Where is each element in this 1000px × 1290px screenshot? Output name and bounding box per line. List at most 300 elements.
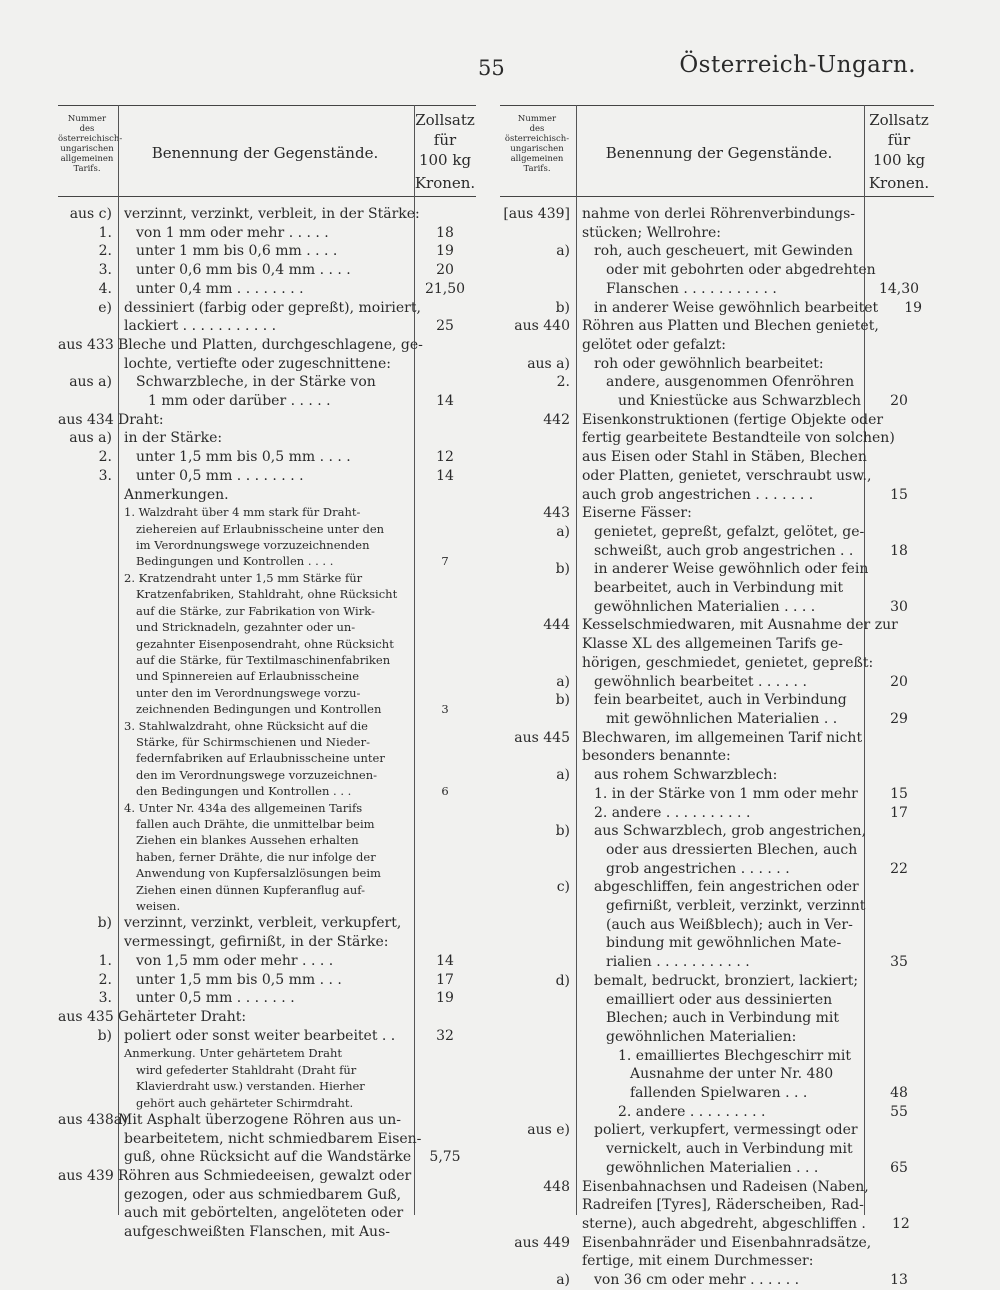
table-row xyxy=(58,816,476,832)
item-description: Draht: xyxy=(118,411,164,428)
item-description: andere, ausgenommen Ofenröhren xyxy=(606,374,855,391)
table-row xyxy=(500,1159,934,1178)
table-row xyxy=(58,914,476,933)
running-head: Österreich-Ungarn. xyxy=(679,52,916,78)
item-description: haben, ferner Drähte, die nur infolge der xyxy=(136,849,376,864)
table-row xyxy=(58,1062,476,1078)
item-description: auch mit gebörtelten, angelöteten oder xyxy=(124,1205,404,1222)
table-row xyxy=(58,865,476,881)
table-row xyxy=(58,1204,476,1223)
duty-rate: 14,30 xyxy=(878,280,920,297)
tariff-number: 2. xyxy=(98,243,112,260)
duty-rate: 29 xyxy=(890,710,908,727)
table-row xyxy=(500,392,934,411)
item-description: aus Eisen oder Stahl in Stäben, Blechen xyxy=(582,449,867,466)
item-description: auf die Stärke, für Textilmaschinenfabriken xyxy=(136,652,391,667)
tariff-number: aus e) xyxy=(527,1122,570,1139)
duty-rate: 20 xyxy=(436,262,454,279)
header-number-line: Tarifs. xyxy=(73,164,101,174)
duty-rate: 19 xyxy=(436,990,454,1007)
table-row xyxy=(500,766,934,785)
item-description: Bleche und Platten, durchgeschlagene, ge- xyxy=(118,336,423,353)
table-row xyxy=(500,785,934,804)
item-description: auch grob angestrichen . . . . . . . xyxy=(582,486,814,503)
item-description: genietet, gepreßt, gefalzt, gelötet, ge- xyxy=(594,523,865,540)
duty-rate: 17 xyxy=(436,971,454,988)
table-row xyxy=(58,373,476,392)
item-description: gewöhnlichen Materialien: xyxy=(606,1028,797,1045)
header-rate-line: Zollsatz xyxy=(869,111,929,129)
item-description: gelötet oder gefalzt: xyxy=(582,336,726,353)
duty-rate: 19 xyxy=(436,243,454,260)
item-description: Schwarzbleche, in der Stärke von xyxy=(136,374,376,391)
table-row xyxy=(500,598,934,617)
item-description: unter den im Verordnungswege vorzu- xyxy=(136,685,361,700)
header-number-line: österreichisch- xyxy=(58,134,123,144)
header-currency: Kronen. xyxy=(414,174,476,192)
item-description: Klavierdraht usw.) verstanden. Hierher xyxy=(136,1079,365,1094)
item-description: Ausnahme der unter Nr. 480 xyxy=(630,1066,834,1083)
table-row xyxy=(500,934,934,953)
item-description: unter 0,4 mm . . . . . . . . xyxy=(136,280,304,297)
item-description: oder Platten, genietet, verschraubt usw., xyxy=(582,467,872,484)
item-description: gezogen, oder aus schmiedbarem Guß, xyxy=(124,1186,402,1203)
table-row xyxy=(58,971,476,990)
item-description: wird gefederter Stahldraht (Draht für xyxy=(136,1062,357,1077)
item-description: von 1 mm oder mehr . . . . . xyxy=(136,224,329,241)
tariff-number: [aus 439] xyxy=(503,206,570,222)
duty-rate: 32 xyxy=(436,1027,454,1044)
header-number-column xyxy=(500,114,574,174)
table-row xyxy=(500,1047,934,1066)
item-description: Eisenbahnräder und Eisenbahnradsätze, xyxy=(582,1234,872,1251)
duty-rate: 30 xyxy=(890,598,908,615)
item-description: lochte, vertiefte oder zugeschnittene: xyxy=(124,355,391,372)
table-row xyxy=(58,1045,476,1061)
table-row xyxy=(58,718,476,734)
tariff-number: a) xyxy=(556,767,570,784)
duty-rate: 19 xyxy=(904,299,923,316)
item-description: Kesselschmiedwaren, mit Ausnahme der zur xyxy=(582,617,898,634)
table-row xyxy=(500,729,934,748)
item-description: Röhren aus Schmiedeeisen, gewalzt oder xyxy=(118,1168,412,1185)
duty-rate: 20 xyxy=(890,673,908,690)
item-description: dessiniert (farbig oder gepreßt), moiriert, xyxy=(124,299,421,316)
table-row xyxy=(500,953,934,972)
table-row xyxy=(500,542,934,561)
item-description: verzinnt, verzinkt, verbleit, in der Stärke: xyxy=(124,206,420,222)
item-description: Anmerkungen. xyxy=(124,486,229,503)
duty-rate: 17 xyxy=(890,804,908,821)
item-description: gewöhnlichen Materialien . . . . xyxy=(594,598,816,615)
table-row xyxy=(58,570,476,586)
header-rate-line: 100 kg xyxy=(872,151,926,169)
item-description: Blechwaren, im allgemeinen Tarif nicht xyxy=(582,729,863,746)
header-rate-line: 100 kg xyxy=(418,151,472,169)
item-description: vernickelt, auch in Verbindung mit xyxy=(606,1141,853,1158)
item-description: grob angestrichen . . . . . . xyxy=(606,860,790,877)
header-rate-line: für xyxy=(433,131,457,149)
item-description: Stärke, für Schirmschienen und Nieder- xyxy=(136,734,370,749)
duty-rate: 55 xyxy=(890,1103,908,1120)
table-row xyxy=(58,537,476,553)
item-description: unter 1,5 mm bis 0,5 mm . . . xyxy=(136,971,342,988)
tariff-number: aus 439 xyxy=(58,1168,114,1185)
item-description: Radreifen [Tyres], Räderscheiben, Rad- xyxy=(582,1197,864,1214)
item-description: 2. andere . . . . . . . . . . xyxy=(594,804,751,821)
table-row xyxy=(500,616,934,635)
table-row xyxy=(58,521,476,537)
table-row xyxy=(500,1234,934,1253)
tariff-number: 443 xyxy=(543,505,570,522)
duty-rate: 20 xyxy=(890,393,908,410)
item-description: mit gewöhnlichen Materialien . . xyxy=(606,710,838,727)
tariff-number: b) xyxy=(555,823,570,840)
table-row xyxy=(58,636,476,652)
table-row xyxy=(500,1028,934,1047)
item-description: gewöhnlich bearbeitet . . . . . . xyxy=(594,673,807,690)
tariff-number: aus 440 xyxy=(514,318,570,335)
tariff-table-right xyxy=(500,105,934,1290)
header-name-column: Benennung der Gegenstände. xyxy=(151,144,379,162)
table-row xyxy=(500,299,934,318)
item-description: rialien . . . . . . . . . . . xyxy=(606,954,750,971)
table-row xyxy=(58,586,476,602)
item-description: aus rohem Schwarzblech: xyxy=(594,767,778,784)
item-description: unter 0,5 mm . . . . . . . xyxy=(136,990,295,1007)
header-number-line: ungarischen xyxy=(60,144,114,154)
table-row xyxy=(500,429,934,448)
table-row xyxy=(58,1186,476,1205)
item-description: und Stricknadeln, gezahnter oder un- xyxy=(136,620,356,635)
item-description: Eiserne Fässer: xyxy=(582,505,692,522)
tariff-number: 442 xyxy=(543,411,570,428)
table-row xyxy=(500,579,934,598)
item-description: 2. Kratzendraht unter 1,5 mm Stärke für xyxy=(124,570,363,585)
table-row xyxy=(58,448,476,467)
header-number-column xyxy=(58,114,123,174)
table-row xyxy=(500,1196,934,1215)
tariff-number: aus a) xyxy=(69,374,112,391)
item-description: Klasse XL des allgemeinen Tarifs ge- xyxy=(582,636,843,653)
table-row xyxy=(58,603,476,619)
tariff-number: b) xyxy=(555,561,570,578)
tariff-number: 4. xyxy=(98,280,112,297)
item-description: roh oder gewöhnlich bearbeitet: xyxy=(594,355,824,372)
table-row xyxy=(58,504,476,520)
table-row xyxy=(58,553,476,569)
table-row xyxy=(500,804,934,823)
table-row xyxy=(500,448,934,467)
item-description: 1. emailliertes Blechgeschirr mit xyxy=(618,1047,852,1064)
item-description: aus Schwarzblech, grob angestrichen, xyxy=(594,823,867,840)
table-row xyxy=(500,261,934,280)
item-description: gewöhnlichen Materialien . . . xyxy=(606,1159,819,1176)
table-row xyxy=(58,486,476,505)
header-number-line: des xyxy=(529,124,545,134)
item-description: Ziehen einen dünnen Kupferanflug auf- xyxy=(136,882,365,897)
duty-rate: 12 xyxy=(891,1215,910,1232)
item-description: und Spinnereien auf Erlaubnisscheine xyxy=(136,669,360,684)
header-number-line: des xyxy=(79,124,95,134)
item-description: besonders benannte: xyxy=(582,748,731,765)
table-row xyxy=(500,1215,934,1234)
item-description: (auch aus Weißblech); auch in Ver- xyxy=(606,916,853,933)
table-row xyxy=(500,373,934,392)
item-description: Blechen; auch in Verbindung mit xyxy=(606,1010,840,1027)
item-description: Röhren aus Platten und Blechen genietet, xyxy=(582,318,879,335)
table-row xyxy=(500,411,934,430)
item-description: 4. Unter Nr. 434a des allgemeinen Tarifs xyxy=(124,800,363,815)
table-row xyxy=(58,355,476,374)
table-row xyxy=(500,1065,934,1084)
table-row xyxy=(500,747,934,766)
table-row xyxy=(58,832,476,848)
duty-rate: 14 xyxy=(436,393,454,410)
item-description: bemalt, bedruckt, bronziert, lackiert; xyxy=(594,972,859,989)
item-description: Anwendung von Kupfersalzlösungen beim xyxy=(136,866,381,881)
table-row xyxy=(500,991,934,1010)
item-description: Eisenbahnachsen und Radeisen (Naben, xyxy=(582,1178,869,1195)
table-row xyxy=(58,898,476,914)
item-description: 3. Stahlwalzdraht, ohne Rücksicht auf die xyxy=(124,718,368,733)
item-description: gefirnißt, verbleit, verzinkt, verzinnt xyxy=(606,898,866,915)
duty-rate: 7 xyxy=(441,554,449,569)
table-row xyxy=(58,933,476,952)
tariff-number: aus 449 xyxy=(514,1234,570,1251)
table-row xyxy=(58,701,476,717)
header-number-line: allgemeinen xyxy=(60,154,114,164)
table-row xyxy=(500,317,934,336)
item-description: Flanschen . . . . . . . . . . . xyxy=(606,280,777,297)
duty-rate: 15 xyxy=(890,486,908,503)
table-row xyxy=(58,783,476,799)
item-description: 1 mm oder darüber . . . . . xyxy=(148,393,331,410)
item-description: Bedingungen und Kontrollen . . . . xyxy=(136,554,334,569)
tariff-number: aus 438a) xyxy=(58,1111,128,1128)
table-row xyxy=(500,242,934,261)
header-rate-line: für xyxy=(887,131,911,149)
duty-rate: 5,75 xyxy=(429,1149,461,1166)
tariff-number: 444 xyxy=(543,617,570,634)
table-row xyxy=(58,336,476,355)
header-number-line: österreichisch- xyxy=(504,134,570,144)
table-row xyxy=(58,952,476,971)
table-row xyxy=(58,767,476,783)
table-row xyxy=(58,652,476,668)
table-row xyxy=(500,916,934,935)
table-row xyxy=(58,411,476,430)
table-row xyxy=(58,1130,476,1149)
table-row xyxy=(500,635,934,654)
item-description: aufgeschweißten Flanschen, mit Aus- xyxy=(124,1224,390,1241)
table-row xyxy=(58,299,476,318)
item-description: fertige, mit einem Durchmesser: xyxy=(582,1253,814,1270)
item-description: von 1,5 mm oder mehr . . . . xyxy=(136,952,334,969)
item-description: 1. Walzdraht über 4 mm stark für Draht- xyxy=(124,505,361,520)
table-row xyxy=(500,355,934,374)
item-description: in anderer Weise gewöhnlich bearbeitet xyxy=(594,299,879,316)
item-description: roh, auch gescheuert, mit Gewinden xyxy=(594,243,853,260)
tariff-number: 3. xyxy=(98,990,112,1007)
duty-rate: 13 xyxy=(890,1272,908,1289)
tariff-number: 1. xyxy=(98,952,112,969)
duty-rate: 6 xyxy=(441,784,449,799)
item-description: den Bedingungen und Kontrollen . . . xyxy=(136,784,352,799)
item-description: unter 0,6 mm bis 0,4 mm . . . . xyxy=(136,262,351,279)
header-name-column: Benennung der Gegenstände. xyxy=(605,144,833,162)
header-rate-column xyxy=(414,110,476,170)
header-rate-column xyxy=(864,110,934,170)
table-row xyxy=(500,205,934,224)
table-row xyxy=(58,1148,476,1167)
table-row xyxy=(58,224,476,243)
item-description: 2. andere . . . . . . . . . xyxy=(618,1103,766,1120)
table-body xyxy=(58,197,476,1242)
tariff-number: b) xyxy=(555,692,570,709)
item-description: ziehereien auf Erlaubnisscheine unter den xyxy=(136,521,385,536)
table-row xyxy=(500,560,934,579)
item-description: Mit Asphalt überzogene Röhren aus un- xyxy=(118,1111,402,1128)
table-row xyxy=(500,504,934,523)
tariff-number: e) xyxy=(98,299,112,316)
table-row xyxy=(500,1178,934,1197)
item-description: und Kniestücke aus Schwarzblech xyxy=(618,393,861,410)
table-row xyxy=(500,897,934,916)
header-rate-line: Zollsatz xyxy=(415,111,475,129)
item-description: weisen. xyxy=(136,899,181,913)
duty-rate: 15 xyxy=(890,785,908,802)
duty-rate: 21,50 xyxy=(424,280,466,297)
table-body xyxy=(500,197,934,1290)
item-description: sterne), auch abgedreht, abgeschliffen . xyxy=(582,1215,866,1232)
table-row xyxy=(58,317,476,336)
table-row xyxy=(58,467,476,486)
table-row xyxy=(58,1027,476,1046)
tariff-number: 3. xyxy=(98,467,112,484)
table-row xyxy=(500,1271,934,1290)
item-description: Eisenkonstruktionen (fertige Objekte oder xyxy=(582,411,884,428)
item-description: in anderer Weise gewöhnlich oder fein xyxy=(594,561,869,578)
table-row xyxy=(58,1111,476,1130)
table-row xyxy=(500,1140,934,1159)
table-row xyxy=(500,1084,934,1103)
table-row xyxy=(500,336,934,355)
table-row xyxy=(500,523,934,542)
table-row xyxy=(500,1121,934,1140)
item-description: fallenden Spielwaren . . . xyxy=(630,1085,808,1102)
duty-rate: 12 xyxy=(436,449,454,466)
item-description: zeichnenden Bedingungen und Kontrollen xyxy=(136,702,382,717)
item-description: stücken; Wellrohre: xyxy=(582,224,721,241)
table-row xyxy=(58,1223,476,1242)
item-description: auf die Stärke, zur Fabrikation von Wirk- xyxy=(136,603,375,618)
tariff-number: 1. xyxy=(98,224,112,241)
item-description: bearbeitet, auch in Verbindung mit xyxy=(594,580,844,597)
table-row xyxy=(500,1252,934,1271)
table-header xyxy=(500,105,934,197)
item-description: gezahnter Eisenposendraht, ohne Rücksicht xyxy=(136,636,394,651)
table-row xyxy=(58,750,476,766)
item-description: in der Stärke: xyxy=(124,430,223,447)
item-description: gehört auch gehärteter Schirmdraht. xyxy=(136,1095,354,1110)
table-row xyxy=(58,1095,476,1111)
item-description: schweißt, auch grob angestrichen . . xyxy=(594,542,854,559)
header-number-line: allgemeinen xyxy=(510,154,564,164)
table-row xyxy=(58,882,476,898)
item-description: oder aus dressierten Blechen, auch xyxy=(606,841,858,858)
item-description: verzinnt, verzinkt, verbleit, verkupfert, xyxy=(124,915,402,932)
item-description: poliert oder sonst weiter bearbeitet . . xyxy=(124,1027,396,1044)
duty-rate: 35 xyxy=(890,954,908,971)
item-description: Gehärteter Draht: xyxy=(118,1008,247,1025)
duty-rate: 18 xyxy=(436,224,454,241)
table-row xyxy=(58,734,476,750)
duty-rate: 48 xyxy=(890,1085,908,1102)
table-row xyxy=(500,710,934,729)
duty-rate: 3 xyxy=(441,702,449,717)
tariff-number: aus a) xyxy=(69,430,112,447)
table-row xyxy=(500,1009,934,1028)
table-row xyxy=(500,822,934,841)
item-description: poliert, verkupfert, vermessingt oder xyxy=(594,1122,858,1139)
table-row xyxy=(500,972,934,991)
page-number: 55 xyxy=(478,56,505,80)
table-row xyxy=(58,1078,476,1094)
tariff-number: aus c) xyxy=(69,206,112,222)
item-description: nahme von derlei Röhrenverbindungs- xyxy=(582,206,856,222)
table-row xyxy=(58,619,476,635)
item-description: 1. in der Stärke von 1 mm oder mehr xyxy=(594,785,858,802)
item-description: fein bearbeitet, auch in Verbindung xyxy=(594,692,847,709)
item-description: unter 1 mm bis 0,6 mm . . . . xyxy=(136,243,338,260)
table-row xyxy=(500,654,934,673)
table-row xyxy=(58,261,476,280)
table-row xyxy=(58,685,476,701)
header-number-line: Nummer xyxy=(517,114,557,124)
duty-rate: 14 xyxy=(436,467,454,484)
header-number-line: Tarifs. xyxy=(523,164,551,174)
tariff-number: 2. xyxy=(98,449,112,466)
tariff-number: a) xyxy=(556,673,570,690)
table-row xyxy=(500,691,934,710)
tariff-number: b) xyxy=(97,1027,112,1044)
header-number-line: Nummer xyxy=(67,114,107,124)
duty-rate: 18 xyxy=(890,542,908,559)
tariff-number: aus a) xyxy=(527,355,570,372)
tariff-number: b) xyxy=(555,299,570,316)
item-description: fallen auch Drähte, die unmittelbar beim xyxy=(136,816,375,831)
table-row xyxy=(500,841,934,860)
table-row xyxy=(500,673,934,692)
item-description: bearbeitetem, nicht schmiedbarem Eisen- xyxy=(124,1130,422,1147)
item-description: oder mit gebohrten oder abgedrehten xyxy=(606,262,876,279)
table-row xyxy=(500,280,934,299)
item-description: hörigen, geschmiedet, genietet, gepreßt: xyxy=(582,654,874,671)
table-row xyxy=(500,878,934,897)
table-row xyxy=(58,989,476,1008)
item-description: abgeschliffen, fein angestrichen oder xyxy=(594,879,859,896)
tariff-number: aus 435 xyxy=(58,1008,114,1025)
table-row xyxy=(500,1103,934,1122)
item-description: im Verordnungswege vorzuzeichnenden xyxy=(136,538,370,553)
tariff-number: 3. xyxy=(98,262,112,279)
item-description: Ziehen ein blankes Aussehen erhalten xyxy=(136,833,359,848)
item-description: Anmerkung. Unter gehärtetem Draht xyxy=(124,1046,342,1061)
table-row xyxy=(58,280,476,299)
table-row xyxy=(58,429,476,448)
tariff-number: 2. xyxy=(98,971,112,988)
